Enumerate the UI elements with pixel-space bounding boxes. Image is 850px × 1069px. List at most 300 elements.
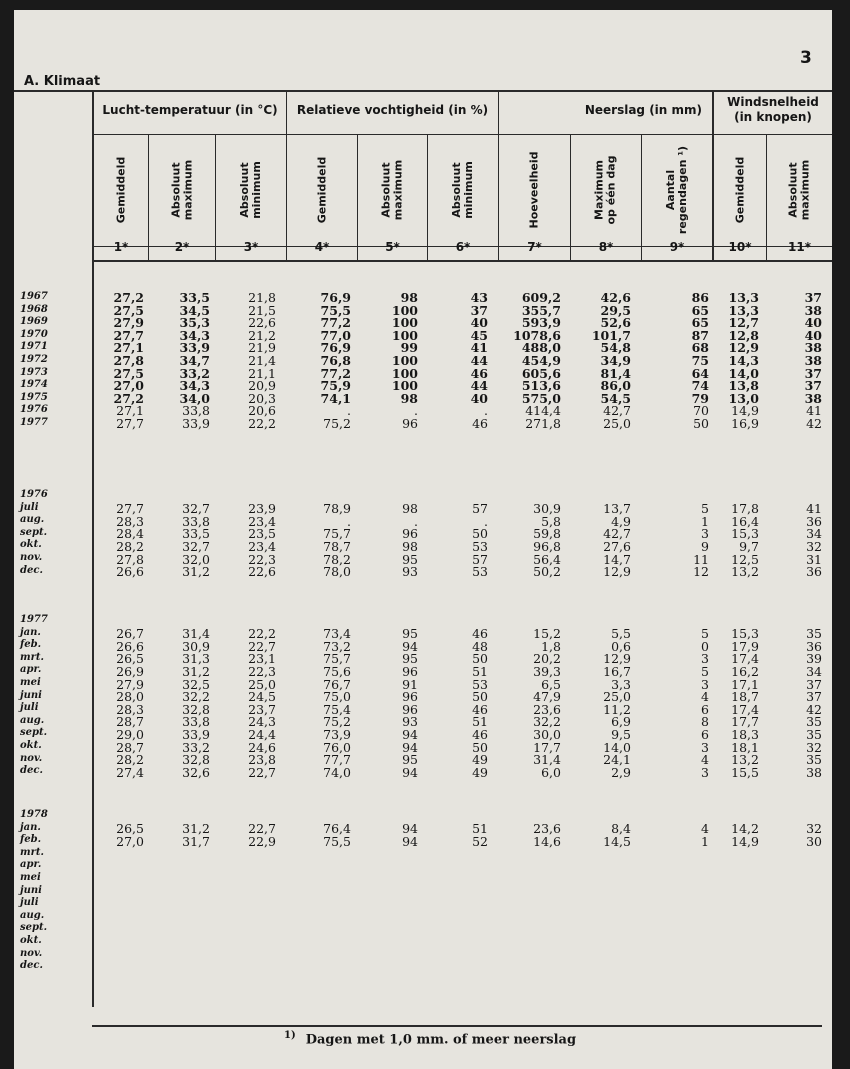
- table-cell: 96: [402, 689, 418, 705]
- table-cell: 31,2: [182, 821, 210, 837]
- table-cell: 21,4: [248, 353, 276, 368]
- table-cell: 271,8: [525, 416, 561, 431]
- table-cell: 75,5: [320, 302, 351, 318]
- table-cell: 22,7: [248, 638, 276, 654]
- row-label: aug.: [20, 909, 45, 921]
- table-cell: 50: [472, 526, 488, 542]
- table-cell: 16,2: [731, 664, 759, 679]
- row-label: feb.: [20, 639, 42, 651]
- table-cell: 75,0: [323, 689, 351, 705]
- table-cell: 14,0: [728, 365, 759, 381]
- table-cell: 22,3: [248, 551, 276, 567]
- table-cell: 25,0: [603, 689, 631, 705]
- table-cell: 21,9: [248, 340, 276, 356]
- table-cell: 9,5: [611, 727, 631, 742]
- table-cell: 100: [391, 378, 418, 394]
- table-cell: 49: [472, 764, 488, 780]
- table-cell: 24,4: [248, 727, 276, 742]
- table-cell: 35: [806, 714, 822, 730]
- table-cell: 16,7: [603, 664, 631, 679]
- table-cell: 31,4: [533, 752, 561, 768]
- table-cell: 4,9: [611, 513, 631, 529]
- table-cell: 26,6: [116, 564, 144, 580]
- table-cell: 31,3: [182, 651, 210, 667]
- table-cell: 34,5: [179, 302, 210, 318]
- table-cell: 101,7: [591, 327, 631, 343]
- table-cell: 27,6: [603, 539, 631, 554]
- table-cell: 77,0: [320, 327, 351, 343]
- table-cell: 79: [691, 390, 709, 406]
- table-cell: 98: [400, 290, 418, 305]
- table-cell: 33,2: [179, 365, 210, 381]
- table-cell: 6: [701, 727, 709, 742]
- document-page: [14, 10, 832, 1069]
- col-number: 4*: [314, 240, 330, 254]
- table-cell: 18,1: [731, 739, 759, 755]
- row-label: juni: [20, 689, 42, 701]
- table-cell: .: [414, 403, 418, 419]
- table-cell: 23,9: [248, 501, 276, 517]
- table-cell: 74,1: [320, 390, 351, 406]
- table-cell: 4: [701, 752, 709, 768]
- table-cell: 23,4: [248, 513, 276, 529]
- table-cell: 34,7: [179, 353, 210, 368]
- table-cell: 43: [470, 290, 488, 305]
- table-cell: 26,9: [116, 664, 144, 679]
- table-cell: 41: [806, 403, 822, 419]
- table-cell: 11,2: [603, 701, 631, 717]
- table-cell: 20,2: [533, 651, 561, 667]
- table-cell: 64: [691, 365, 709, 381]
- table-cell: 28,3: [116, 701, 144, 717]
- table-cell: 75,2: [323, 416, 351, 431]
- table-cell: 96: [402, 664, 418, 679]
- table-cell: 8,4: [611, 821, 631, 837]
- row-label: 1968: [20, 303, 48, 315]
- table-cell: 93: [402, 714, 418, 730]
- table-cell: 6,5: [541, 676, 561, 692]
- table-cell: 27,9: [113, 315, 144, 331]
- table-cell: 34: [806, 664, 822, 679]
- table-cell: 32,0: [182, 551, 210, 567]
- row-label: sept.: [20, 922, 48, 934]
- table-cell: 42,7: [603, 403, 631, 419]
- table-cell: 22,7: [248, 764, 276, 780]
- row-label: juli: [20, 501, 39, 513]
- table-cell: 14,9: [731, 833, 759, 849]
- table-cell: 3: [701, 739, 709, 755]
- table-cell: 32,7: [182, 539, 210, 554]
- table-cell: 59,8: [533, 526, 561, 542]
- row-label: sept.: [20, 727, 48, 739]
- group-header-humidity: Relatieve vochtigheid (in %): [296, 102, 489, 117]
- col-number: 2*: [174, 240, 190, 254]
- table-cell: 38: [804, 353, 822, 368]
- table-cell: 86: [691, 290, 709, 305]
- table-cell: 28,3: [116, 513, 144, 529]
- table-cell: 78,7: [323, 539, 351, 554]
- table-cell: 100: [391, 315, 418, 331]
- table-cell: 33,2: [182, 739, 210, 755]
- table-cell: 28,4: [116, 526, 144, 542]
- table-cell: 605,6: [521, 365, 561, 381]
- table-cell: 28,0: [116, 689, 144, 705]
- table-cell: 76,9: [320, 340, 351, 356]
- table-cell: 73,4: [323, 626, 351, 642]
- table-cell: 27,5: [113, 365, 144, 381]
- table-cell: 50,2: [533, 564, 561, 580]
- table-cell: 14,6: [533, 833, 561, 849]
- table-cell: 53: [472, 676, 488, 692]
- table-cell: 76,4: [323, 821, 351, 837]
- table-cell: 44: [470, 378, 488, 394]
- col-number: 7*: [527, 240, 542, 254]
- row-label: okt.: [20, 539, 42, 551]
- table-cell: 22,7: [248, 821, 276, 837]
- table-cell: 23,7: [248, 701, 276, 717]
- table-cell: 96: [402, 416, 418, 431]
- col-header-hum-avg: Gemiddeld: [314, 156, 328, 224]
- table-cell: 75: [691, 353, 709, 368]
- table-cell: 33,8: [182, 403, 210, 419]
- table-cell: 1: [701, 833, 709, 849]
- row-label: nov.: [20, 752, 43, 764]
- table-cell: 4: [701, 821, 709, 837]
- table-cell: 32,7: [182, 501, 210, 517]
- table-cell: 100: [391, 365, 418, 381]
- table-cell: 5: [701, 664, 709, 679]
- row-label: juli: [20, 702, 39, 714]
- table-cell: 14,0: [603, 739, 631, 755]
- table-cell: 33,9: [182, 416, 210, 431]
- table-cell: 593,9: [521, 315, 561, 331]
- col-header-temp-max: Absoluut maximum: [168, 159, 194, 221]
- table-cell: 23,5: [248, 526, 276, 542]
- table-cell: 13,7: [603, 501, 631, 517]
- footnote-text: Dagen met 1,0 mm. of meer neerslag: [305, 1032, 577, 1048]
- table-cell: 21,1: [248, 365, 276, 381]
- table-cell: .: [414, 513, 418, 529]
- table-cell: 96,8: [533, 539, 561, 554]
- table-cell: 34,3: [179, 327, 210, 343]
- table-cell: 86,0: [600, 378, 631, 394]
- table-cell: 27,4: [116, 764, 144, 780]
- table-cell: 32: [806, 539, 822, 554]
- table-cell: .: [347, 513, 351, 529]
- table-cell: 35,3: [179, 315, 210, 331]
- table-cell: 18,7: [731, 689, 759, 705]
- table-cell: 41: [470, 340, 488, 356]
- table-cell: 488,0: [521, 340, 561, 356]
- row-label: 1972: [20, 353, 48, 365]
- table-cell: 11: [693, 551, 709, 567]
- table-cell: 13,3: [728, 290, 759, 305]
- table-cell: 6: [701, 701, 709, 717]
- col-header-temp-min: Absoluut minimum: [238, 161, 263, 219]
- table-cell: 24,6: [248, 739, 276, 755]
- table-cell: 75,4: [323, 701, 351, 717]
- table-cell: 9: [701, 539, 709, 554]
- header-bottom-rule: [92, 260, 832, 262]
- table-cell: 95: [402, 651, 418, 667]
- table-cell: 21,5: [248, 302, 276, 318]
- table-cell: 24,3: [248, 714, 276, 730]
- table-cell: 22,2: [248, 416, 276, 431]
- table-cell: 30,9: [533, 501, 561, 517]
- col-number: 3*: [243, 240, 259, 254]
- table-cell: 29,5: [600, 302, 631, 318]
- table-cell: 30,0: [533, 727, 561, 742]
- table-cell: 54,8: [600, 340, 631, 356]
- table-cell: 32,2: [182, 689, 210, 705]
- table-cell: 37: [804, 365, 822, 381]
- table-cell: 12,8: [728, 327, 759, 343]
- table-cell: 28,2: [116, 752, 144, 768]
- col-number: 9*: [669, 240, 685, 254]
- table-cell: 57: [472, 501, 488, 517]
- col-header-rain-daymax: Maximum op één dag: [592, 155, 618, 225]
- table-cell: 35: [806, 727, 822, 742]
- table-cell: 33,8: [182, 714, 210, 730]
- table-cell: 96: [402, 526, 418, 542]
- table-cell: .: [347, 403, 351, 419]
- table-cell: 53: [472, 564, 488, 580]
- table-cell: 94: [402, 833, 418, 849]
- table-cell: 75,7: [323, 651, 351, 667]
- table-cell: 45: [470, 327, 488, 343]
- table-cell: 27,1: [113, 340, 144, 356]
- table-cell: 81,4: [600, 365, 631, 381]
- table-cell: 39,3: [533, 664, 561, 679]
- table-cell: 37: [470, 302, 488, 318]
- table-cell: 26,5: [116, 651, 144, 667]
- table-cell: 77,2: [320, 315, 351, 331]
- table-cell: 4: [701, 689, 709, 705]
- table-cell: 100: [391, 353, 418, 368]
- col-number: 8*: [598, 240, 614, 254]
- table-cell: 94: [402, 764, 418, 780]
- table-cell: 13,0: [728, 390, 759, 406]
- table-cell: 12,5: [731, 551, 759, 567]
- row-label: juni: [20, 884, 42, 896]
- table-cell: 94: [402, 727, 418, 742]
- table-cell: 76,7: [323, 676, 351, 692]
- table-cell: 22,6: [248, 315, 276, 331]
- table-cell: 40: [470, 390, 488, 406]
- table-cell: 23,4: [248, 539, 276, 554]
- table-cell: 0,6: [611, 638, 631, 654]
- table-cell: 23,1: [248, 651, 276, 667]
- table-cell: 57: [472, 551, 488, 567]
- table-cell: 22,9: [248, 833, 276, 849]
- table-cell: 30: [806, 833, 822, 849]
- table-cell: 29,0: [116, 727, 144, 742]
- table-cell: 33,8: [182, 513, 210, 529]
- table-cell: 6,0: [541, 764, 561, 780]
- table-cell: 1078,6: [513, 327, 561, 343]
- table-cell: 27,8: [116, 551, 144, 567]
- row-label: 1975: [20, 391, 48, 403]
- row-label: 1978: [20, 809, 48, 820]
- row-label: okt.: [20, 934, 42, 946]
- row-label: mrt.: [20, 651, 44, 663]
- table-cell: 2,9: [611, 764, 631, 780]
- page-number: 3: [800, 48, 812, 68]
- table-cell: 78,0: [323, 564, 351, 580]
- table-cell: 27,7: [116, 416, 144, 431]
- row-label: 1976: [20, 489, 48, 500]
- table-cell: 33,9: [182, 727, 210, 742]
- table-cell: 38: [804, 340, 822, 356]
- row-label: dec.: [20, 765, 43, 777]
- table-cell: 35: [806, 626, 822, 642]
- table-cell: 6,9: [611, 714, 631, 730]
- table-cell: 36: [806, 638, 822, 654]
- row-label: dec.: [20, 564, 43, 576]
- row-label: mei: [20, 676, 41, 688]
- table-cell: 100: [391, 302, 418, 318]
- table-cell: 32: [806, 821, 822, 837]
- table-cell: 95: [402, 752, 418, 768]
- table-cell: 37: [804, 378, 822, 394]
- col-header-wind-avg: Gemiddeld: [733, 156, 747, 224]
- table-cell: .: [484, 513, 488, 529]
- table-cell: 87: [691, 327, 709, 343]
- table-cell: 15,3: [731, 526, 759, 542]
- table-cell: 25,0: [248, 676, 276, 692]
- row-label: 1977: [20, 416, 48, 428]
- row-label: mrt.: [20, 846, 44, 858]
- table-cell: 56,4: [533, 551, 561, 567]
- table-cell: 31,2: [182, 564, 210, 580]
- table-cell: 46: [470, 365, 488, 381]
- table-cell: 13,2: [731, 752, 759, 768]
- row-label: 1970: [20, 328, 48, 340]
- table-cell: 78,9: [323, 501, 351, 517]
- table-cell: 5,8: [541, 513, 561, 529]
- row-label: jan.: [20, 626, 41, 638]
- table-cell: 12: [693, 564, 709, 580]
- table-cell: 38: [806, 764, 822, 780]
- table-cell: .: [484, 403, 488, 419]
- table-cell: 46: [472, 626, 488, 642]
- table-cell: 99: [400, 340, 418, 356]
- table-cell: 50: [472, 739, 488, 755]
- table-cell: 50: [472, 651, 488, 667]
- table-cell: 12,9: [603, 651, 631, 667]
- table-cell: 37: [804, 290, 822, 305]
- table-cell: 24,5: [248, 689, 276, 705]
- table-cell: 27,2: [113, 390, 144, 406]
- row-label: apr.: [20, 664, 42, 676]
- bottom-rule: [92, 1025, 822, 1027]
- row-label: nov.: [20, 947, 43, 959]
- table-cell: 15,3: [731, 626, 759, 642]
- table-cell: 33,9: [179, 340, 210, 356]
- table-row: [14, 766, 832, 780]
- table-cell: 94: [402, 821, 418, 837]
- group-header-precipitation: Neerslag (in mm): [584, 102, 702, 117]
- col-header-hum-max: Absoluut maximum: [379, 159, 405, 221]
- table-cell: 16,4: [731, 513, 759, 529]
- row-label: 1976: [20, 404, 48, 416]
- table-cell: 27,2: [113, 290, 144, 305]
- table-cell: 17,4: [731, 651, 759, 667]
- table-cell: 48: [472, 638, 488, 654]
- table-cell: 65: [691, 302, 709, 318]
- table-cell: 27,0: [116, 833, 144, 849]
- col-header-rain-amount: Hoeveelheid: [527, 151, 541, 229]
- table-cell: 3: [701, 526, 709, 542]
- row-label: aug.: [20, 514, 45, 526]
- table-cell: 27,7: [113, 327, 144, 343]
- row-label: 1973: [20, 366, 48, 378]
- group-header-temperature: Lucht-temperatuur (in °C): [102, 102, 278, 117]
- table-cell: 20,6: [248, 403, 276, 419]
- table-cell: 13,2: [731, 564, 759, 580]
- table-cell: 33,5: [182, 526, 210, 542]
- footnote: [284, 1030, 576, 1047]
- table-cell: 98: [400, 390, 418, 406]
- table-cell: 47,9: [533, 689, 561, 705]
- table-cell: 454,9: [521, 353, 561, 368]
- table-cell: 575,0: [521, 390, 561, 406]
- table-cell: 50: [693, 416, 709, 431]
- table-cell: 73,9: [323, 727, 351, 742]
- table-cell: 68: [691, 340, 709, 356]
- table-cell: 28,2: [116, 539, 144, 554]
- table-cell: 13,8: [728, 378, 759, 394]
- row-label: nov.: [20, 551, 43, 563]
- section-title: A. Klimaat: [24, 74, 101, 89]
- table-cell: 36: [806, 513, 822, 529]
- table-cell: 73,2: [323, 638, 351, 654]
- table-cell: 54,5: [600, 390, 631, 406]
- table-cell: 91: [402, 676, 418, 692]
- table-cell: 14,9: [731, 403, 759, 419]
- col-number: 11*: [788, 240, 811, 254]
- table-cell: 26,7: [116, 626, 144, 642]
- group-rule: [92, 134, 832, 135]
- table-cell: 14,2: [731, 821, 759, 837]
- table-cell: 37: [806, 676, 822, 692]
- footnote-mark: 1): [284, 1030, 296, 1041]
- row-label: aug.: [20, 714, 45, 726]
- row-label: juli: [20, 897, 39, 909]
- table-cell: 76,0: [323, 739, 351, 755]
- table-cell: 98: [402, 539, 418, 554]
- table-cell: 40: [804, 327, 822, 343]
- table-cell: 96: [402, 701, 418, 717]
- table-cell: 27,8: [113, 353, 144, 368]
- table-cell: 1,8: [541, 638, 561, 654]
- table-cell: 28,7: [116, 739, 144, 755]
- table-cell: 32,2: [533, 714, 561, 730]
- col-header-wind-max: Absoluut maximum: [786, 159, 812, 221]
- table-cell: 75,6: [323, 664, 351, 679]
- table-cell: 17,1: [731, 676, 759, 692]
- table-cell: 24,1: [603, 752, 631, 768]
- table-cell: 74: [691, 378, 709, 394]
- table-cell: 51: [472, 664, 488, 679]
- table-cell: 25,0: [603, 416, 631, 431]
- col-header-rain-days: Aantal regendagen ¹): [664, 145, 690, 235]
- table-cell: 32,6: [182, 764, 210, 780]
- table-cell: 0: [701, 638, 709, 654]
- col-number: 1*: [113, 240, 129, 254]
- table-cell: 46: [472, 727, 488, 742]
- col-number: 10*: [728, 240, 752, 254]
